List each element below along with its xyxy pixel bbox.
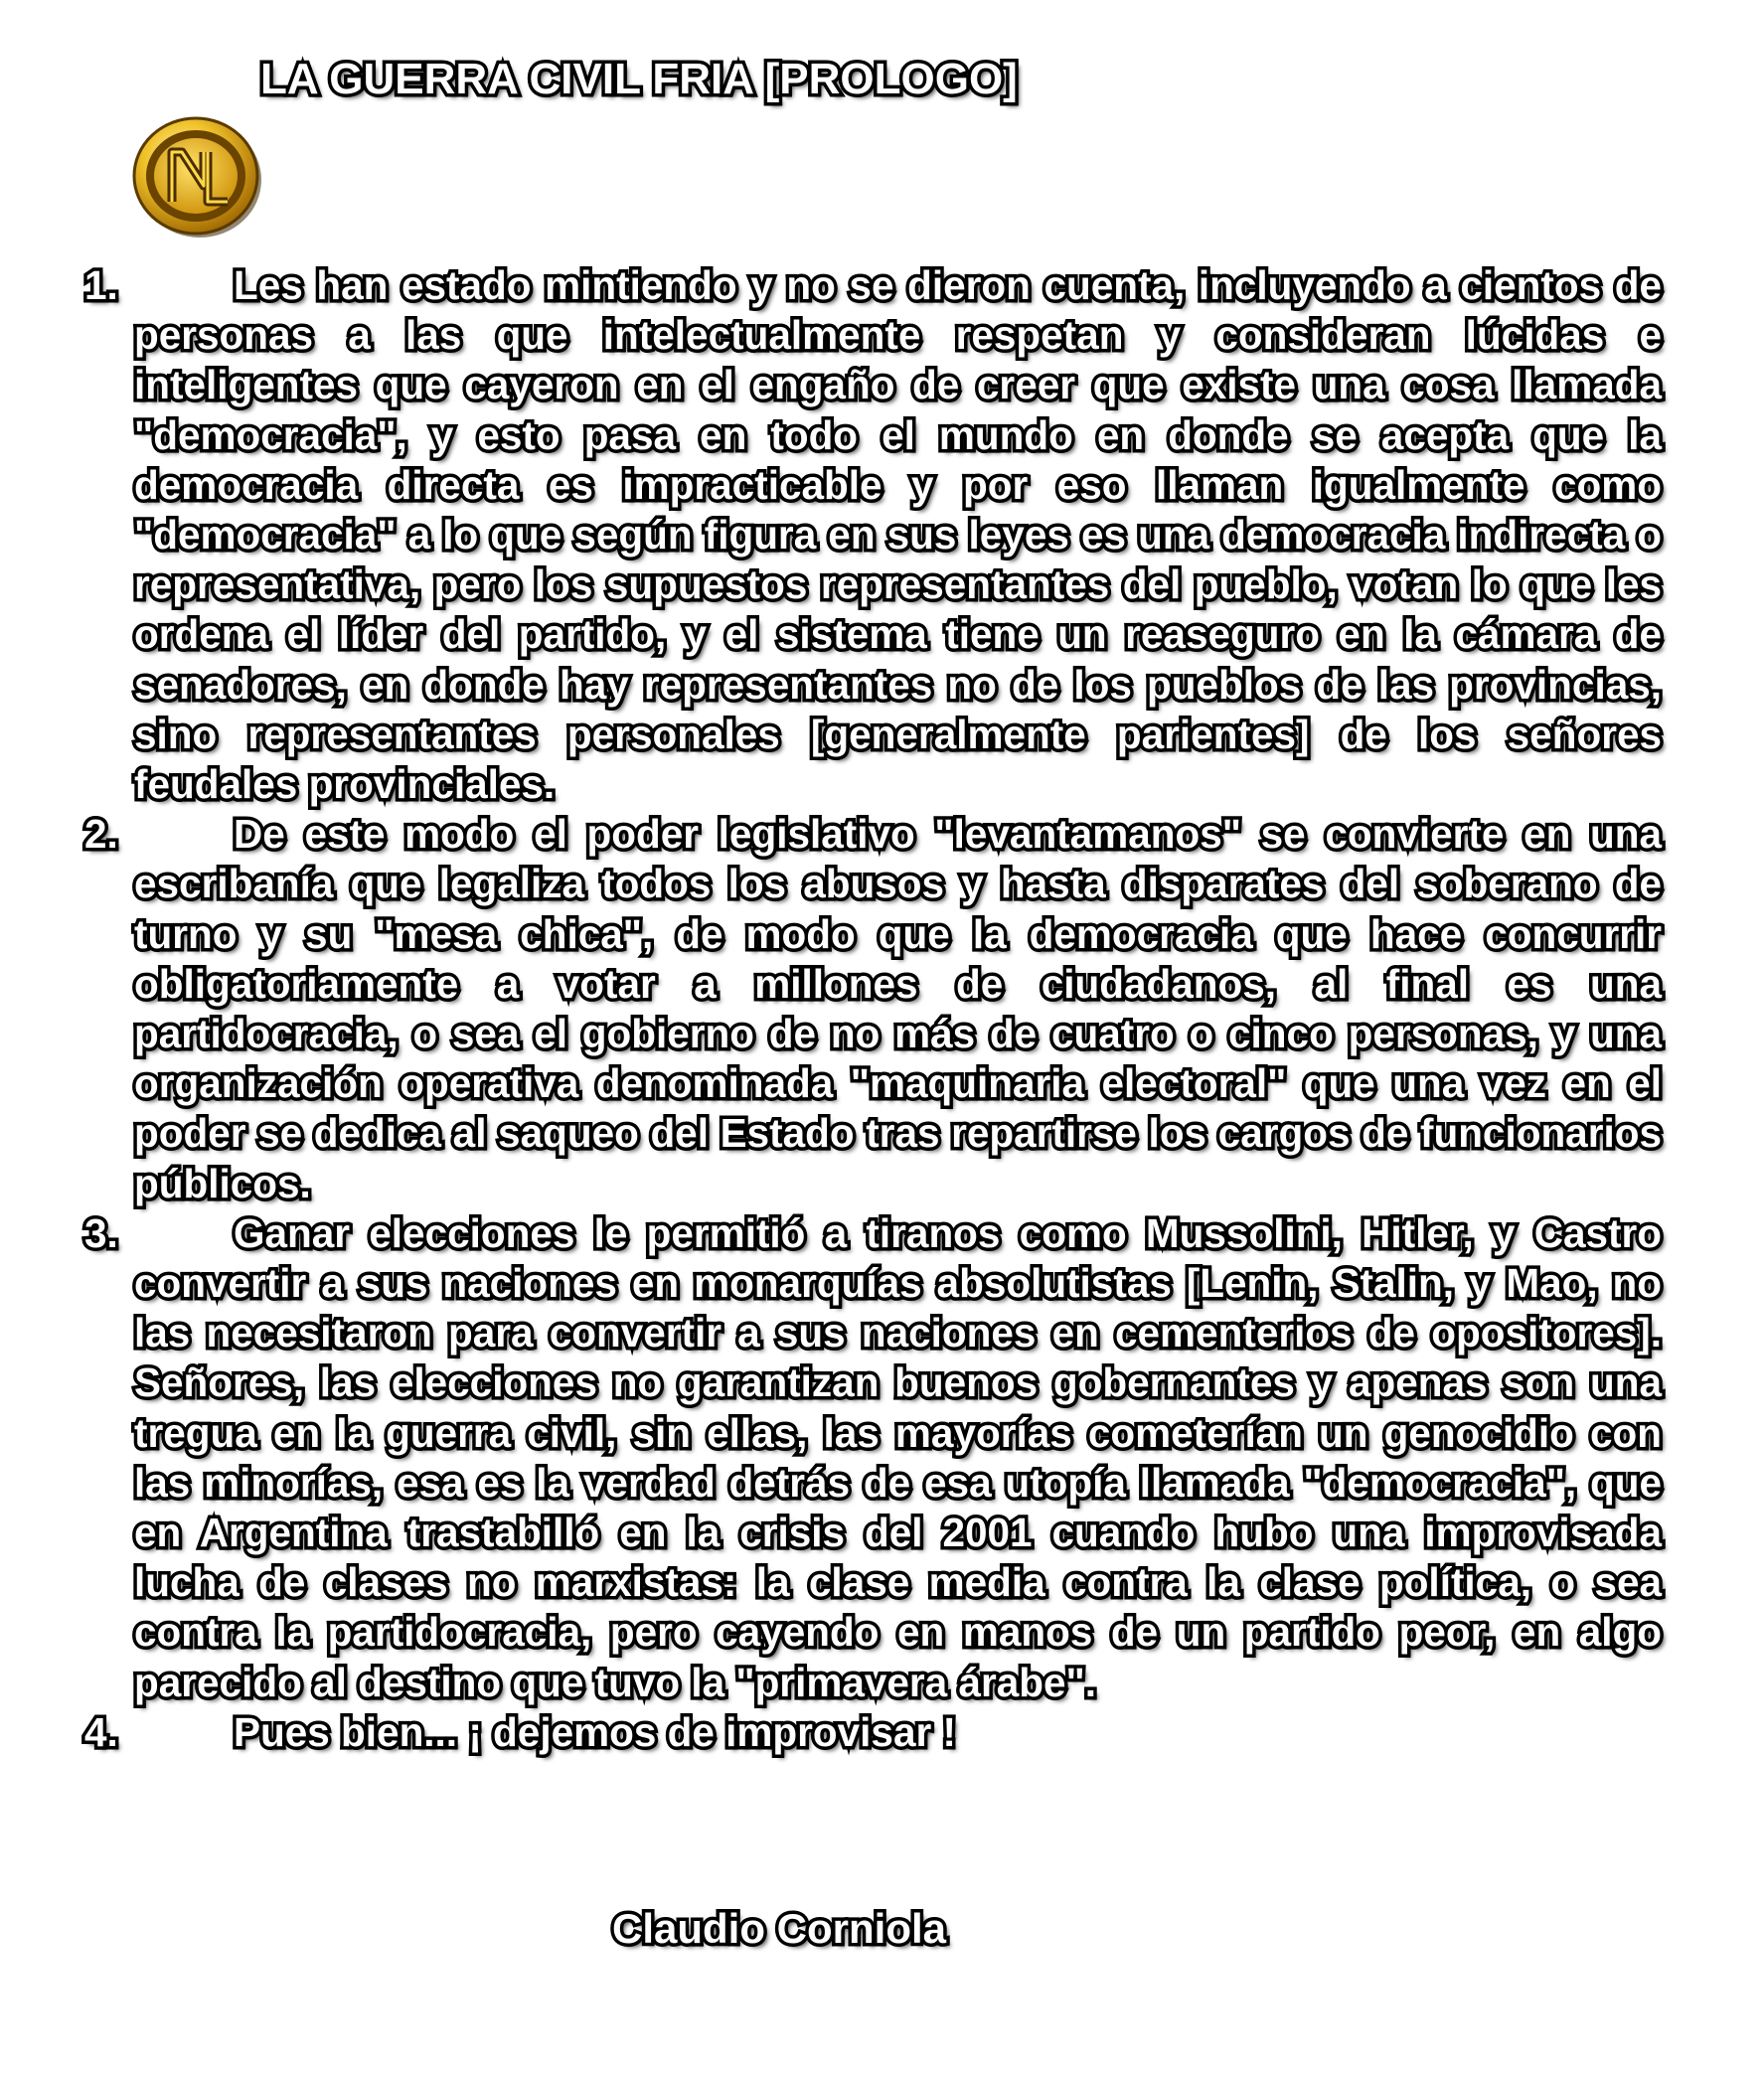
numbered-list [84,260,1662,1757]
list-item-number: 3. [84,1209,118,1256]
list-item [84,809,1662,1208]
list-item-text: De este modo el poder legislativo "levantamanos" se convierte en una escribanía que legaliza todos los abusos y hasta disparates del soberano de turno y su "mesa chica", de modo que la democracia que hace concurrir obligatoriamente a votar a millones de ciudadanos, al final es una partidocracia, o sea el gobierno de no más de cuatro o cinco personas, y una organización operativa denominada "maquinaria electoral" que una vez en el poder se dedica al saqueo del Estado tras repartirse los cargos de funcionarios públicos. [134,811,1662,1206]
list-item-text: Les han estado mintiendo y no se dieron cuenta, incluyendo a cientos de personas a las que intelectualmente respetan y consideran lúcidas e inteligentes que cayeron en el engaño de creer que existe una cosa llamada "democracia", y esto pasa en todo el mundo en donde se acepta que la democracia directa es impracticable y por eso llaman igualmente como "democracia" a lo que según figura en sus leyes es una democracia indirecta o representativa, pero los supuestos representantes del pueblo, votan lo que les ordena el líder del partido, y el sistema tiene un reaseguro en la cámara de senadores, en donde hay representantes no de los pueblos de las provincias, sino representantes personales [generalmente parientes] de los señores feudales provinciales. [134,262,1662,808]
list-item-text: Ganar elecciones le permitió a tiranos como Mussolini, Hitler, y Castro convertir a sus naciones en monarquías absolutistas [Lenin, Stalin, y Mao, no las necesitaron para convertir a sus naciones en cementerios de opositores]. Señores, las elecciones no garantizan buenos gobernantes y apenas son una tregua en la guerra civil, sin ellas, las mayorías cometerían un genocidio con las minorías, esa es la verdad detrás de esa utopía llamada "democracia", que en Argentina trastabilló en la crisis del 2001 cuando hubo una improvisada lucha de clases no marxistas: la clase media contra la clase política, o sea contra la partidocracia, pero cayendo en manos de un partido peor, en algo parecido al destino que tuvo la "primavera árabe". [134,1209,1662,1705]
document-title: LA GUERRA CIVIL FRIA [PROLOGO] [260,55,1018,103]
list-item [84,1707,1662,1757]
list-item [84,1208,1662,1707]
author-signature: Claudio Corniola [612,1905,946,1952]
list-item-number: 4. [84,1708,118,1755]
list-item-text: Pues bien... ¡ dejemos de improvisar ! [234,1708,956,1755]
list-item [84,260,1662,809]
list-item-number: 2. [84,811,118,858]
list-item-number: 1. [84,262,118,308]
nl-coin-logo-icon [132,114,263,239]
